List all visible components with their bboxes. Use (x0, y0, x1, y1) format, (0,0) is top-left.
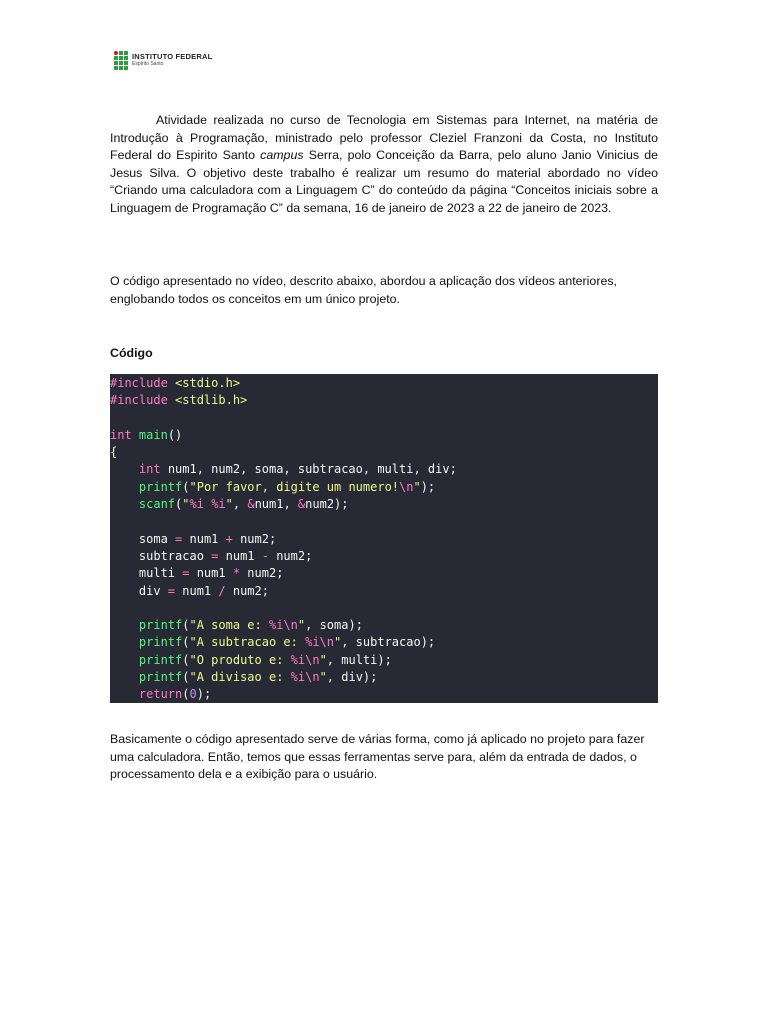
code-line (110, 634, 658, 651)
code-token (110, 480, 139, 494)
code-token: %i\n (305, 635, 334, 650)
code-token: " (225, 497, 233, 512)
logo-subtitle: Espírito Santo (132, 60, 164, 67)
code-token: div (110, 583, 168, 598)
code-token: = (167, 583, 176, 598)
code-token: " (297, 618, 306, 633)
code-token: num1 (189, 566, 233, 581)
code-line (110, 392, 658, 409)
conclusion-paragraph: Basicamente o código apresentado serve de várias forma, como já aplicado no projeto para fazer uma calculadora. Então, temos que essas ferramentas serve para, além da entrada de dados, o processamento dela e a exibição para o usuário. (110, 732, 645, 782)
code-line (110, 427, 658, 444)
code-token (110, 653, 139, 667)
code-line (110, 617, 658, 634)
intro-italic: campus (260, 148, 304, 163)
code-token: printf (138, 479, 183, 494)
code-token: ( (182, 652, 190, 667)
code-token: int (110, 427, 132, 442)
code-line (110, 583, 658, 600)
code-token: - (261, 548, 269, 563)
code-token: ( (182, 479, 190, 494)
code-token: = (182, 566, 190, 581)
intro-paragraph (110, 112, 658, 218)
code-token: return (138, 687, 183, 702)
code-token: () (167, 427, 183, 442)
code-line (110, 548, 658, 565)
code-token: , div); (326, 670, 378, 685)
code-token: ( (182, 635, 190, 650)
logo-name: INSTITUTO FEDERAL (132, 52, 213, 62)
code-token: & (297, 497, 306, 512)
code-token: %i\n (290, 670, 320, 685)
code-token (110, 497, 139, 511)
code-token: "O produto e: (189, 652, 291, 667)
code-token: printf (138, 670, 183, 685)
code-line (110, 513, 658, 530)
intro-text-cont: Serra, polo Conceição da Barra, pelo aluno Janio Vinicius de Jesus Silva. O objetivo deste trabalho é realizar um resumo do material abordado no vídeo “Criando uma calculadora com a Linguagem C” do conteúdo da página “Conceitos iniciais sobre a Linguagem de Programação C” da semana, 16 de janeiro de 2023 a 22 de janeiro de 2023. (110, 148, 658, 215)
code-token: #include (110, 376, 176, 390)
code-token: <stdio.h> (175, 376, 241, 390)
code-token: %i (189, 497, 204, 512)
code-token (110, 670, 139, 684)
code-token: "A divisao e: (189, 670, 291, 685)
code-line (110, 652, 658, 669)
code-token: <stdlib.h> (175, 393, 248, 408)
code-line (110, 600, 658, 617)
code-token: ); (420, 479, 436, 494)
code-token: " (413, 479, 421, 494)
code-token: num1 (218, 548, 262, 563)
code-token: num2; (232, 531, 277, 546)
code-token: #include (110, 393, 176, 408)
code-token: printf (138, 618, 183, 633)
code-token (110, 618, 139, 632)
code-token: * (232, 566, 241, 581)
code-token (110, 687, 139, 701)
code-token: num2; (240, 566, 284, 581)
code-token: ( (175, 497, 183, 512)
code-token: num2; (268, 548, 313, 563)
code-block (110, 374, 658, 703)
code-token: printf (138, 635, 183, 650)
code-token: , (232, 497, 248, 512)
code-token: ); (196, 687, 212, 702)
code-token: scanf (138, 497, 176, 512)
code-token: num1 (175, 583, 219, 598)
code-token: %i\n (290, 652, 320, 667)
code-token: = (175, 531, 183, 546)
code-token: " (319, 670, 327, 685)
code-line (110, 375, 658, 392)
code-token: 0 (189, 687, 197, 702)
code-line (110, 531, 658, 548)
code-token: num1, (254, 497, 298, 512)
logo-mark-icon (114, 51, 128, 70)
code-token: num2); (305, 497, 349, 512)
code-line (110, 461, 658, 478)
code-heading: Código (110, 346, 153, 360)
code-token: num2; (225, 583, 269, 598)
code-token: num1, num2, soma, subtracao, multi, div; (160, 462, 457, 477)
code-token: , soma); (305, 618, 363, 633)
code-line (110, 565, 658, 582)
code-token (110, 462, 139, 476)
code-line (110, 410, 658, 427)
code-token: "A soma e: (189, 618, 269, 633)
code-line (110, 444, 658, 461)
code-token: ( (182, 670, 190, 685)
code-token: & (247, 497, 255, 512)
code-token: ( (182, 618, 190, 633)
code-token: " (182, 497, 190, 512)
code-token: main (138, 427, 168, 442)
logo-text (132, 53, 212, 67)
code-token: int (138, 462, 161, 477)
code-token: subtracao (110, 548, 212, 563)
code-token: num1 (182, 531, 226, 546)
code-token: / (218, 583, 226, 598)
code-token: multi (110, 566, 183, 581)
code-token: ( (182, 687, 190, 702)
code-line (110, 686, 658, 703)
code-token: " (319, 652, 327, 667)
code-token: printf (138, 652, 183, 667)
code-token: = (211, 548, 219, 563)
code-token: " (334, 635, 342, 650)
code-token (132, 428, 139, 442)
code-line (110, 479, 658, 496)
code-token: %i (211, 497, 226, 512)
code-token (110, 635, 139, 649)
code-token: soma (110, 531, 176, 546)
code-token: , subtracao); (341, 635, 436, 650)
code-token: %i\n (268, 618, 298, 633)
intro-text: Atividade realizada no curso de Tecnologia em Sistemas para Internet, na matéria de Introdução à Programação, ministrado pelo professor Cleziel Franzoni da Costa, no Instituto Federal do Espirito Santo (110, 113, 658, 163)
code-token: { (110, 445, 118, 460)
institution-logo (114, 48, 212, 72)
code-line (110, 669, 658, 686)
code-token: + (225, 531, 233, 546)
code-token: \n (399, 479, 414, 494)
code-token: "A subtracao e: (189, 635, 306, 650)
code-line (110, 496, 658, 513)
code-token: "Por favor, digite um numero! (189, 479, 400, 494)
description-paragraph: O código apresentado no vídeo, descrito abaixo, abordou a aplicação dos vídeos anteriores, englobando todos os conceitos em um único projeto. (110, 274, 617, 306)
code-token: , multi); (326, 652, 392, 667)
